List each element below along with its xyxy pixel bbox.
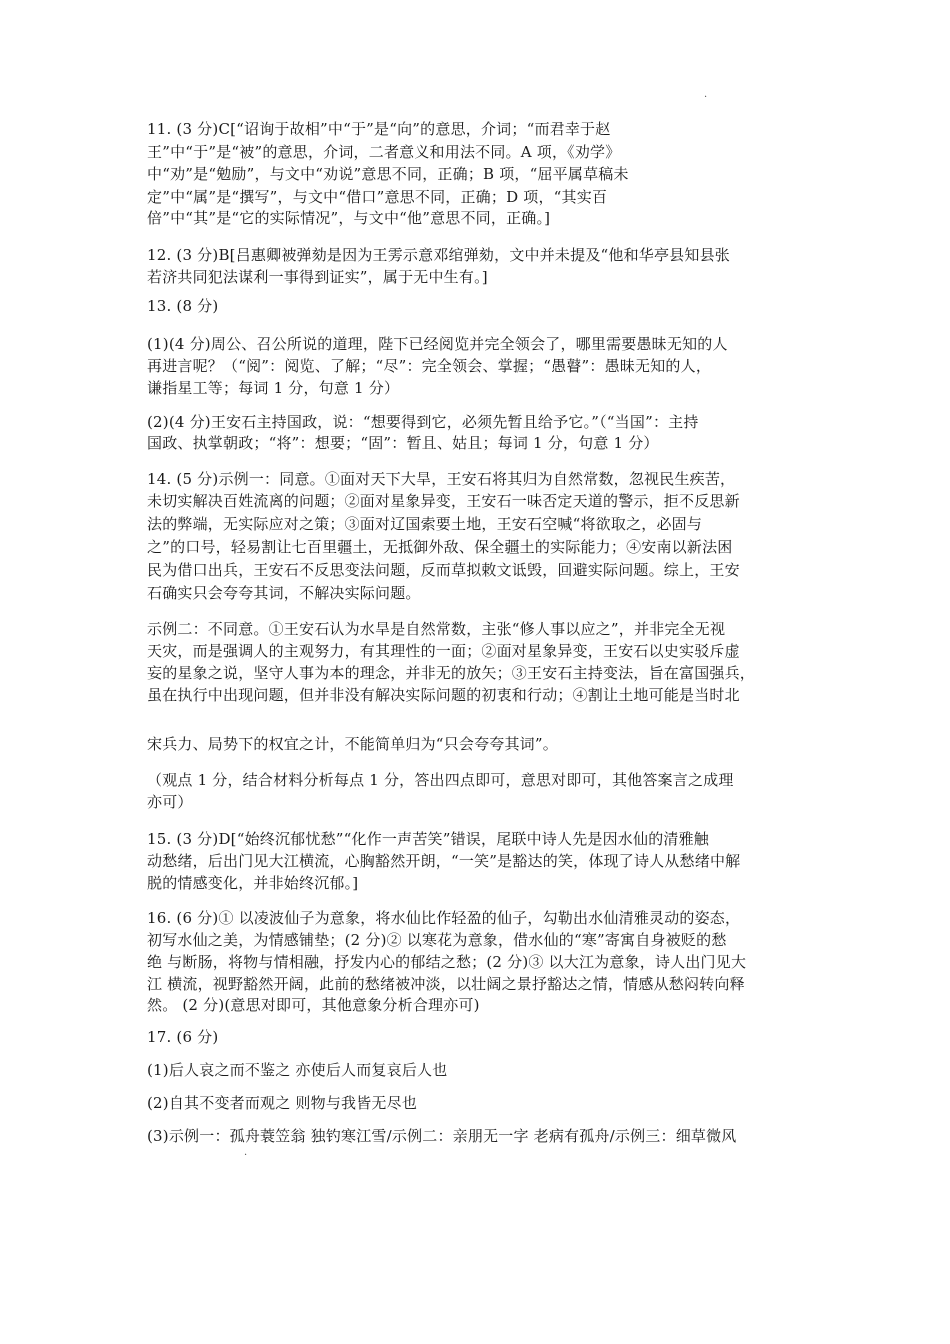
answer-17-3: (3)示例一：孤舟蓑笠翁 独钓寒江雪/示例二：亲朋无一字 老病有孤舟/示例三：细草微风 xyxy=(147,1127,737,1145)
answer-11-line-4: 定”中“属”是“撰写”，与文中“借口”意思不同，正确；D 项，“其实百 xyxy=(147,188,608,206)
answer-14-example-2-line-3: 妄的星象之说，坚守人事为本的理念，并非无的放矢；③王安石主持变法，旨在富国强兵， xyxy=(147,664,756,682)
answer-11-line-1: 11. (3 分)C[“诏询于故相”中“于”是“向”的意思，介词；“而君幸于赵 xyxy=(147,120,611,138)
answer-15-line-3: 脱的情感变化，并非始终沉郁。] xyxy=(147,874,359,892)
answer-15-line-2: 动愁绪，后出门见大江横流，心胸豁然开朗，“一笑”是豁达的笑，体现了诗人从愁绪中解 xyxy=(147,852,741,870)
answer-12-line-2: 若济共同犯法谋利一事得到证实”，属于无中生有。] xyxy=(147,268,488,286)
answer-11-line-3: 中“劝”是“勉励”，与文中“劝说”意思不同，正确；B 项，“屈平属草稿未 xyxy=(147,165,629,183)
answer-14-line-2: 未切实解决百姓流离的问题；②面对星象异变，王安石一味否定天道的警示，拒不反思新 xyxy=(147,492,740,510)
answer-14-line-4: 之”的口号，轻易割让七百里疆土，无抵御外敌、保全疆土的实际能力；④安南以新法困 xyxy=(147,538,733,556)
scan-mark: · xyxy=(704,92,708,103)
answer-17-2: (2)自其不变者而观之 则物与我皆无尽也 xyxy=(147,1094,418,1112)
answer-14-scoring-line-2: 亦可） xyxy=(147,793,193,811)
answer-15-line-1: 15. (3 分)D[“始终沉郁忧愁”“化作一声苦笑”错误，尾联中诗人先是因水仙的清雅触 xyxy=(147,830,709,848)
answer-12-line-1: 12. (3 分)B[吕惠卿被弹劾是因为王雱示意邓绾弹劾，文中并未提及“他和华亭县知县张 xyxy=(147,246,730,264)
answer-14-example-2-line-5: 宋兵力、局势下的权宜之计，不能简单归为“只会夸夸其词”。 xyxy=(147,735,558,753)
answer-16-line-3: 绝 与断肠，将物与情相融，抒发内心的郁结之愁；(2 分)③ 以大江为意象，诗人出门见大 xyxy=(147,953,747,971)
answer-13-1-line-3: 谦指星工等；每词 1 分，句意 1 分） xyxy=(147,379,400,397)
answer-14-line-5: 民为借口出兵，王安石不反思变法问题，反而草拟敕文诋毁，回避实际问题。综上，王安 xyxy=(147,561,740,579)
answer-16-line-5: 然。 (2 分)(意思对即可，其他意象分析合理亦可) xyxy=(147,996,480,1014)
answer-13-1-line-1: (1)(4 分)周公、召公所说的道理，陛下已经阅览并完全领会了，哪里需要愚昧无知的人 xyxy=(147,335,728,353)
answer-17-1: (1)后人哀之而不鉴之 亦使后人而复哀后人也 xyxy=(147,1061,448,1079)
scan-mark: · xyxy=(244,1150,248,1161)
answer-11-line-2: 王”中“于”是“被”的意思，介词，二者意义和用法不同。A 项，《劝学》 xyxy=(147,143,621,161)
answer-13-2-line-1: (2)(4 分)王安石主持国政，说：“想要得到它，必须先暂且给予它。”（“当国”：主持 xyxy=(147,413,699,431)
answer-14-line-1: 14. (5 分)示例一：同意。①面对天下大旱，王安石将其归为自然常数，忽视民生疾苦， xyxy=(147,470,736,488)
answer-14-line-3: 法的弊端，无实际应对之策；③面对辽国索要土地，王安石空喊“将欲取之，必固与 xyxy=(147,515,703,533)
answer-14-line-6: 石确实只会夸夸其词，不解决实际问题。 xyxy=(147,584,421,602)
answer-14-scoring-line-1: （观点 1 分，结合材料分析每点 1 分，答出四点即可，意思对即可，其他答案言之成理 xyxy=(147,771,734,789)
answer-13-1-line-2: 再进言呢？（“阅”：阅览、了解；“尽”：完全领会、掌握；“愚瞽”：愚昧无知的人， xyxy=(147,357,712,375)
answer-13-heading: 13. (8 分) xyxy=(147,297,219,315)
answer-16-line-1: 16. (6 分)① 以凌波仙子为意象，将水仙比作轻盈的仙子，勾勒出水仙清雅灵动的姿态， xyxy=(147,909,741,927)
answer-13-2-line-2: 国政、执掌朝政；“将”：想要；“固”：暂且、姑且；每词 1 分，句意 1 分） xyxy=(147,434,659,452)
answer-14-example-2-line-2: 天灾，而是强调人的主观努力，有其理性的一面；②面对星象异变，王安石以史实驳斥虚 xyxy=(147,642,740,660)
answer-14-example-2-line-4: 虽在执行中出现问题，但并非没有解决实际问题的初衷和行动；④割让土地可能是当时北 xyxy=(147,686,740,704)
answer-16-line-2: 初写水仙之美，为情感铺垫；(2 分)② 以寒花为意象，借水仙的“寒”寄寓自身被贬的愁 xyxy=(147,931,727,949)
answer-14-example-2-line-1: 示例二：不同意。①王安石认为水旱是自然常数，主张“修人事以应之”，并非完全无视 xyxy=(147,620,726,638)
answer-11-line-5: 倍”中“其”是“它的实际情况”，与文中“他”意思不同，正确。] xyxy=(147,209,551,227)
answer-16-line-4: 江 横流，视野豁然开阔，此前的愁绪被冲淡，以壮阔之景抒豁达之情，情感从愁闷转向释 xyxy=(147,975,745,993)
answer-17-heading: 17. (6 分) xyxy=(147,1028,219,1046)
